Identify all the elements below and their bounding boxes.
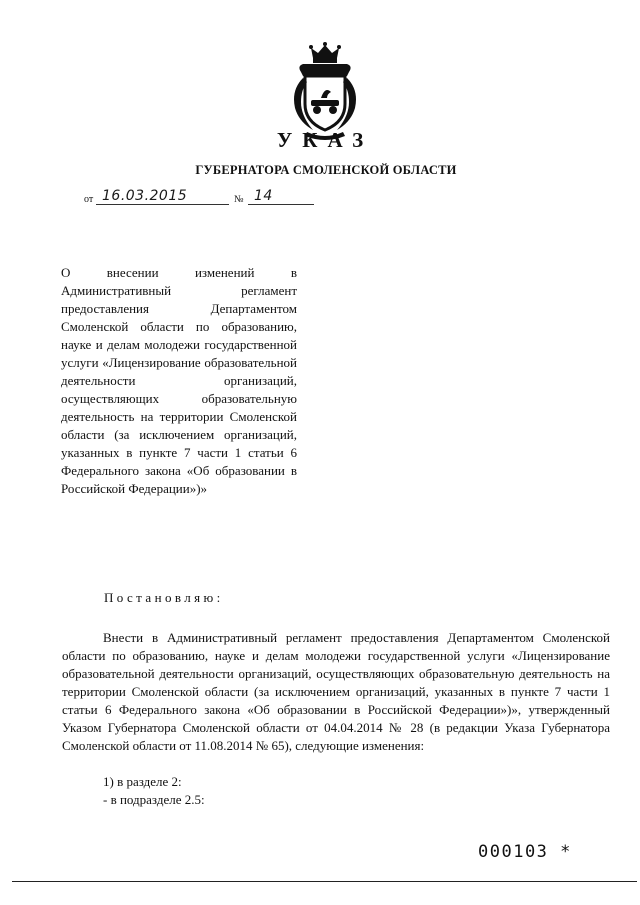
document-heading: УКАЗ (276, 128, 374, 152)
list-item: - в подразделе 2.5: (103, 792, 205, 807)
document-title: О внесении изменений в Административный регламент предоставления Департаментом Смоленской области по образованию, науке и делам молодежи государственной услуги «Лицензирование образовательной деятельности организаций, осуществляющих образовательную деятельность на территории Смоленской области (за исключением организаций, указанных в пункте 7 части 1 статьи 6 Федерального закона «Об образовании в Российской Федерации»)» (61, 265, 297, 496)
body-paragraph: Внести в Административный регламент предоставления Департаментом Смоленской области по образованию, науке и делам молодежи государственной услуги «Лицензирование образовательной деятельности организаций, осуществляющих образовательную деятельность на территории Смоленской области (за исключением организаций, указанных в пункте 7 части 1 статьи 6 Федерального закона «Об образовании в Российской Федерации»)», утвержденный Указом Губернатора Смоленской области от 04.04.2014 № 28 (в редакции Указа Губернатора Смоленской области от 11.08.2014 № 65), следующие изменения: (62, 630, 610, 753)
coat-of-arms-icon (287, 42, 363, 142)
date-underline (96, 204, 229, 205)
number-value: 14 (254, 188, 273, 204)
bottom-rule (12, 881, 637, 882)
document-number: 000103 * (478, 842, 572, 862)
list-item: 1) в разделе 2: (103, 774, 182, 789)
decree-word: Постановляю: (104, 590, 224, 605)
amendment-list (103, 773, 603, 809)
number-prefix: № (234, 194, 244, 205)
date-prefix: от (84, 194, 94, 205)
number-underline (248, 204, 314, 205)
date-number-line (84, 188, 314, 208)
date-value: 16.03.2015 (102, 188, 188, 204)
document-subheading: ГУБЕРНАТОРА СМОЛЕНСКОЙ ОБЛАСТИ (195, 163, 457, 177)
